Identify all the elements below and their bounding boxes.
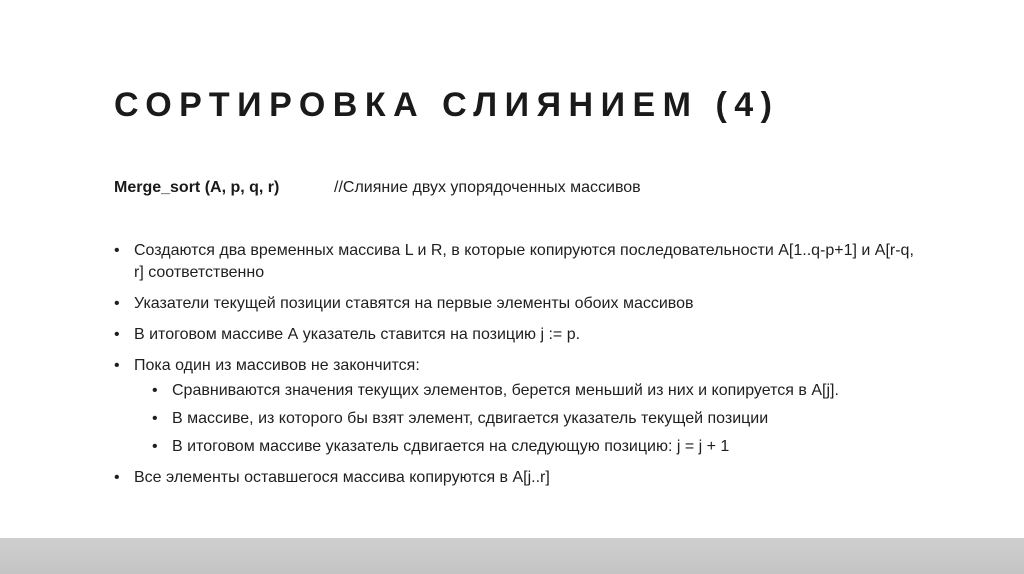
bullet-item	[114, 240, 914, 284]
sub-bullet-text: В массиве, из которого бы взят элемент, сдвигается указатель текущей позиции	[172, 410, 769, 427]
bullet-text: Создаются два временных массива L и R, в которые копируются последовательности A[1..q-p+1] и A[r-q, r] соответственно	[134, 242, 914, 281]
bullet-icon: •	[114, 469, 120, 486]
signature-name: Merge_sort (A, p, q, r)	[114, 179, 280, 196]
bullet-item	[114, 293, 914, 315]
bullet-item	[114, 324, 914, 346]
bullet-text: В итоговом массиве А указатель ставится на позицию j := p.	[134, 326, 581, 343]
bullet-item	[114, 355, 914, 458]
bullet-list	[114, 240, 914, 498]
sub-bullet-item	[134, 380, 914, 402]
bullet-icon: •	[114, 242, 120, 259]
bullet-text: Все элементы оставшегося массива копируются в A[j..r]	[134, 469, 550, 486]
bullet-icon: •	[152, 410, 158, 427]
bullet-icon: •	[152, 438, 158, 455]
bullet-item	[114, 467, 914, 489]
bullet-text: Указатели текущей позиции ставятся на первые элементы обоих массивов	[134, 295, 694, 312]
sub-bullet-text: Сравниваются значения текущих элементов, берется меньший из них и копируется в A[j].	[172, 382, 839, 399]
bullet-icon: •	[114, 326, 120, 343]
sub-bullet-text: В итоговом массиве указатель сдвигается на следующую позицию: j = j + 1	[172, 438, 730, 455]
signature-comment: //Слияние двух упорядоченных массивов	[334, 179, 641, 196]
function-signature	[114, 179, 641, 197]
bullet-icon: •	[114, 357, 120, 374]
sub-bullet-item	[134, 408, 914, 430]
sub-bullet-list	[134, 380, 914, 458]
bullet-icon: •	[114, 295, 120, 312]
footer-band	[0, 538, 1024, 574]
bullet-icon: •	[152, 382, 158, 399]
slide-title: СОРТИРОВКА СЛИЯНИЕМ (4)	[114, 86, 780, 124]
sub-bullet-item	[134, 436, 914, 458]
bullet-text: Пока один из массивов не закончится:	[134, 357, 420, 374]
